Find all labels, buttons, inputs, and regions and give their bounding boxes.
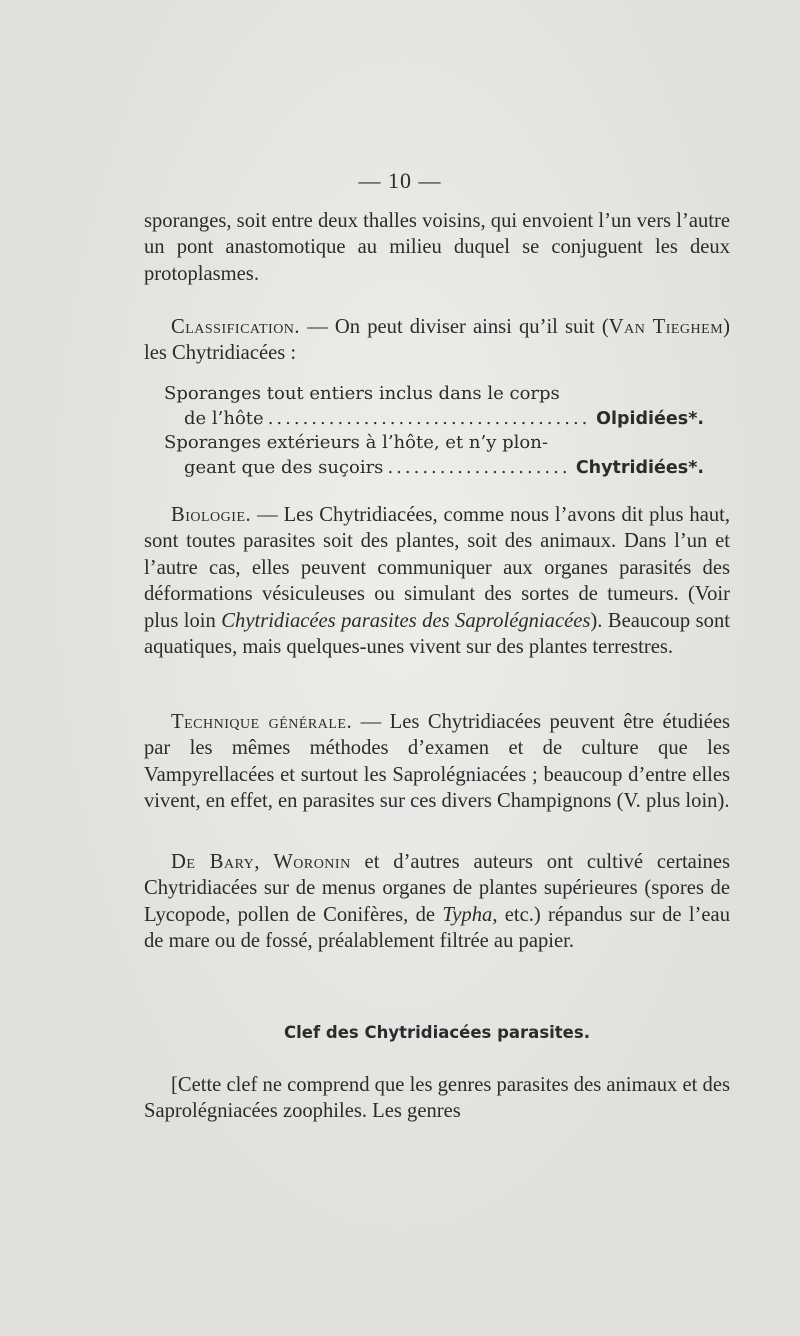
paragraph-de-bary <box>144 849 730 955</box>
classification-heading: Classification. <box>171 316 301 338</box>
key-text: geant que des suçoirs <box>184 456 384 478</box>
classification-tail: ) les Chytridiacées : <box>144 316 731 365</box>
classification-text: — On peut diviser ainsi qu’il suit ( <box>300 316 609 338</box>
paragraph-continuation: sporanges, soit entre deux thalles voisins, qui envoient l’un vers l’autre un pont anastomotique au milieu duquel se conjuguent les deux protoplasmes. <box>144 210 730 285</box>
family-olpidiees: Olpidiées*. <box>596 408 704 429</box>
author-de-bary: De Bary <box>171 851 255 873</box>
key-text: Sporanges tout entiers inclus dans le corps <box>164 383 560 404</box>
de-bary-text: et d’autres auteurs ont cultivé certaines Chytridiacées sur de menus organes de plantes supérieures (spores de Lycopode, pollen de Conifères, de <box>144 851 730 926</box>
biologie-text: — Les Chytridiacées, comme nous l’avons dit plus haut, sont toutes parasites soit des plantes, soit des animaux. Dans l’un et l’autre cas, elles peuvent communiquer aux organes parasités des déformations vésiculeuses ou simulant des sortes de tumeurs. (Voir plus loin <box>144 504 730 632</box>
paragraph-clef-note: [Cette clef ne comprend que les genres parasites des animaux et des Saprolégniacées zoophiles. Les genres <box>144 1074 730 1123</box>
typha-italic: Typha <box>442 903 493 926</box>
family-chytridiees: Chytridiées*. <box>575 457 704 478</box>
biologie-italic-ref: Chytridiacées parasites des Saprolégniacées <box>221 609 591 632</box>
biologie-tail: ). Beaucoup sont aquatiques, mais quelques-unes vivent sur des plantes terrestres. <box>144 609 730 659</box>
key-row-olpidiees-line1 <box>164 382 704 407</box>
de-bary-tail: , etc.) répandus sur de l’eau de mare ou de fossé, préalablement filtrée au papier. <box>144 903 730 953</box>
key-text: Sporanges extérieurs à l’hôte, et n’y plon- <box>164 432 548 453</box>
author-woronin: Woronin <box>273 851 351 873</box>
page-number: — 10 — <box>358 168 442 193</box>
author-van-tieghem: Van Tieghem <box>608 316 724 338</box>
paragraph-biologie <box>144 502 730 660</box>
dot-leader <box>268 407 592 432</box>
separator: , <box>254 851 274 873</box>
section-heading: Clef des Chytridiacées parasites. <box>284 1023 590 1042</box>
biologie-heading: Biologie. <box>171 504 252 526</box>
technique-heading: Technique générale. <box>171 711 353 733</box>
dot-leader <box>387 456 571 481</box>
key-row-chytridiees-line1 <box>164 431 704 456</box>
paragraph-technique <box>144 709 730 815</box>
classification-key <box>164 382 704 480</box>
paragraph-classification <box>144 314 730 367</box>
key-row-olpidiees-line2 <box>164 407 704 432</box>
key-row-chytridiees-line2 <box>164 456 704 481</box>
technique-text: — Les Chytridiacées peuvent être étudiées par les mêmes méthodes d’examen et de culture que les Vampyrellacées et surtout les Saprolégniacées ; beaucoup d’entre elles vivent, en effet, en parasites sur ces divers Champignons (V. plus loin). <box>144 711 730 813</box>
key-text: de l’hôte <box>184 407 264 429</box>
